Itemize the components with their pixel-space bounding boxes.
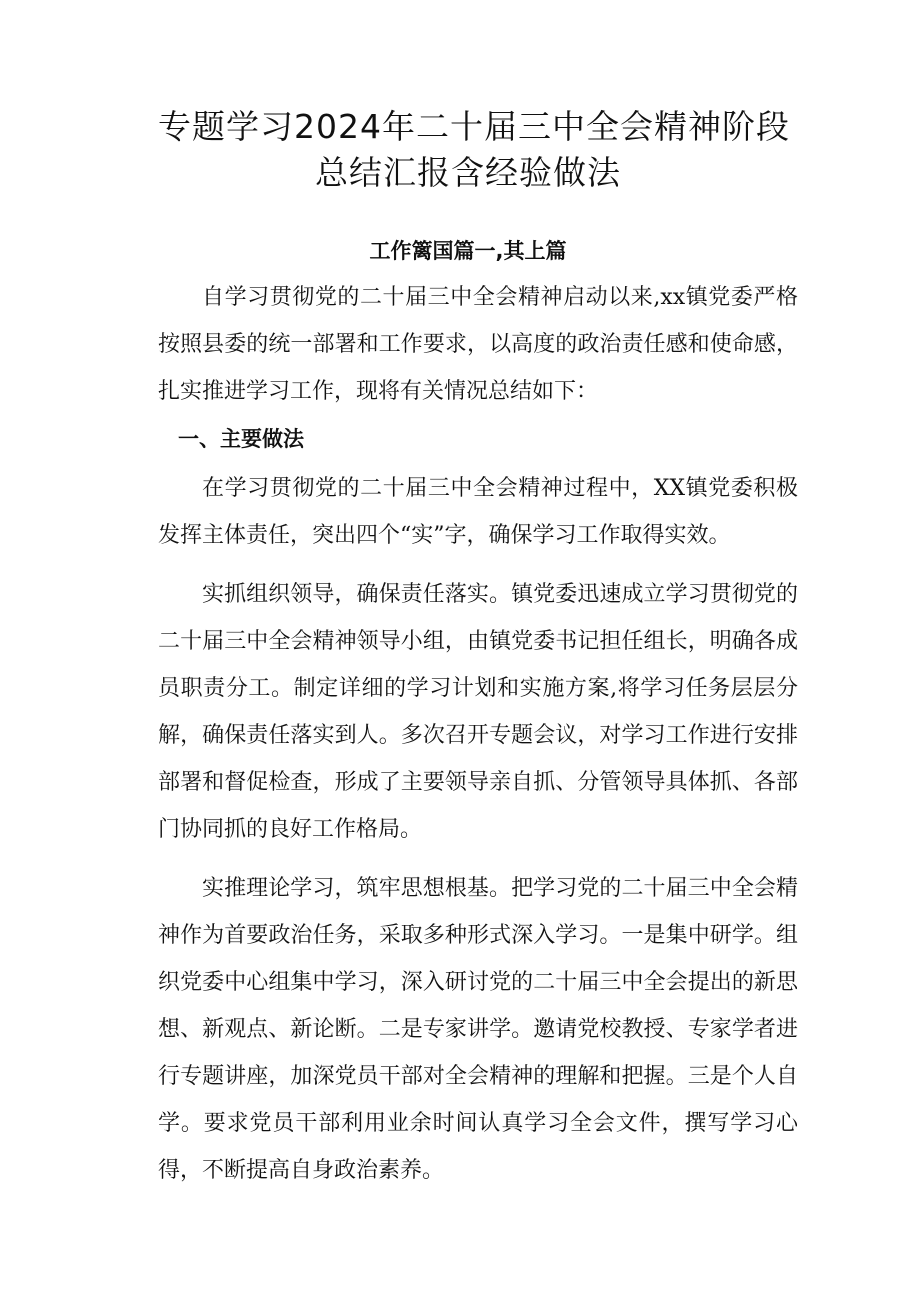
intro-paragraph: 自学习贯彻党的二十届三中全会精神启动以来,xx镇党委严格按照县委的统一部署和工作要求，以高度的政治责任感和使命感，扎实推进学习工作，现将有关情况总结如下： [158,285,798,404]
title-line-2: 总结汇报含经验做法 [315,153,621,192]
section-heading-main-practices: 一、主要做法 [178,427,304,451]
paragraph-theory-study: 实推理论学习，筑牢思想根基。把学习党的二十届三中全会精神作为首要政治任务，采取多种形式深入学习。一是集中研学。组织党委中心组集中学习，深入研讨党的二十届三中全会提出的新思想、新观点、新论断。二是专家讲学。邀请党校教授、专家学者进行专题讲座，加深党员干部对全会精神的理解和把握。三是个人自学。要求党员干部利用业余时间认真学习全会文件，撰写学习心得，不断提高自身政治素养。 [158,876,798,1183]
document-title [158,104,790,196]
paragraph-organization: 实抓组织领导，确保责任落实。镇党委迅速成立学习贯彻党的二十届三中全会精神领导小组，由镇党委书记担任组长，明确各成员职责分工。制定详细的学习计划和实施方案,将学习任务层层分解，确保责任落实到人。多次召开专题会议，对学习工作进行安排部署和督促检查，形成了主要领导亲自抓、分管领导具体抓、各部门协同抓的良好工作格局。 [158,582,798,842]
paragraph-overview: 在学习贯彻党的二十届三中全会精神过程中，XX镇党委积极发挥主体责任，突出四个“实”字，确保学习工作取得实效。 [158,476,798,548]
document-subtitle: 工作篱国篇一,其上篇 [369,239,567,263]
title-line-1: 专题学习2024年二十届三中全会精神阶段 [158,107,790,146]
